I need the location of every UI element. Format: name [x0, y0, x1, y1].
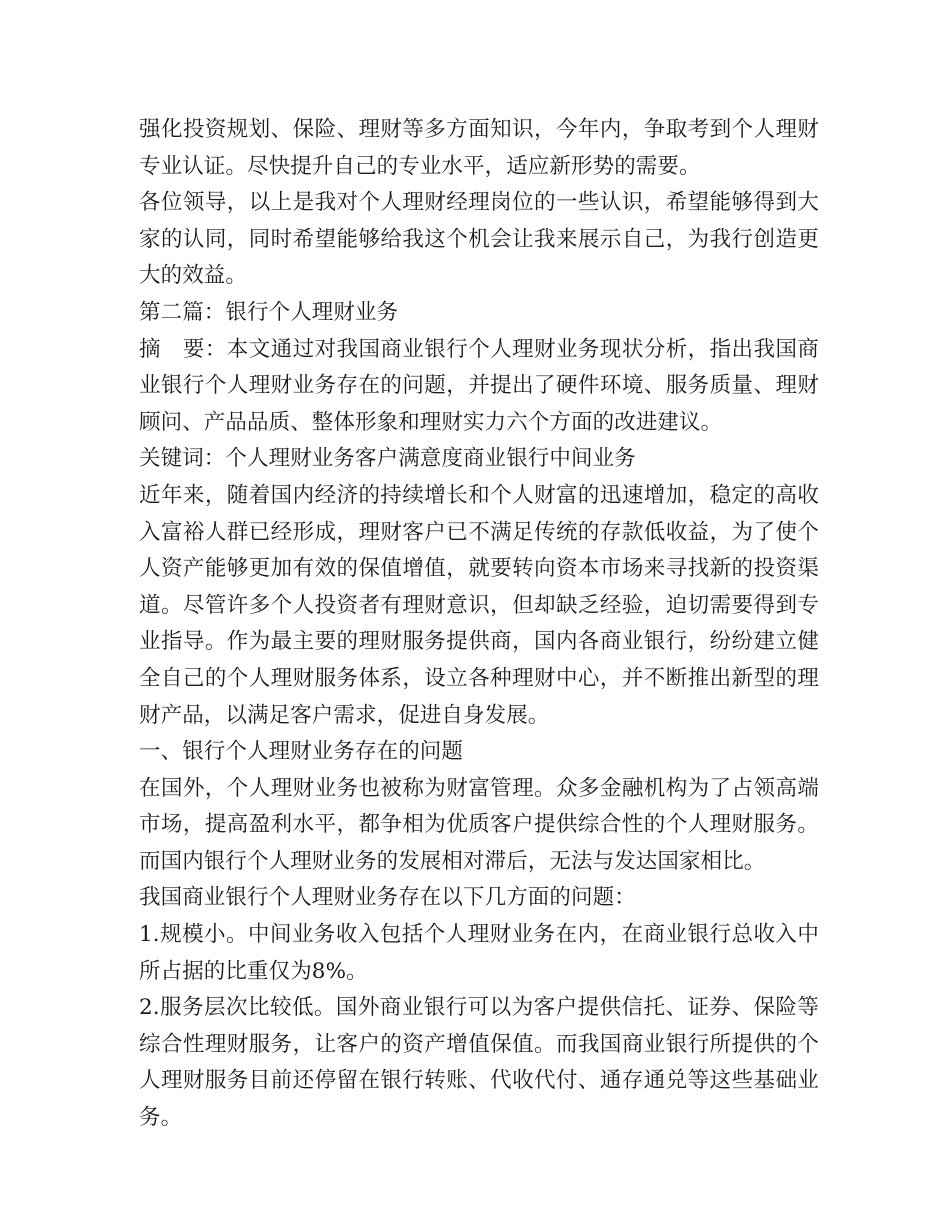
section-heading-part-two: 第二篇：银行个人理财业务 — [139, 299, 399, 325]
list-item-small-scale: 1.规模小。中间业务收入包括个人理财业务在内，在商业银行总收入中所占据的比重仅为8%。 — [139, 922, 819, 984]
document-body — [139, 112, 819, 1137]
paragraph-knowledge-plan: 强化投资规划、保险、理财等多方面知识，今年内，争取考到个人理财专业认证。尽快提升自己的专业水平，适应新形势的需要。 — [139, 117, 819, 179]
paragraph-foreign-context: 在国外，个人理财业务也被称为财富管理。众多金融机构为了占领高端市场，提高盈利水平，都争相为优质客户提供综合性的个人理财服务。而国内银行个人理财业务的发展相对滞后，无法与发达国家相比。 — [139, 775, 819, 874]
paragraph-problems-intro: 我国商业银行个人理财业务存在以下几方面的问题： — [139, 885, 636, 911]
paragraph-abstract: 摘 要：本文通过对我国商业银行个人理财业务现状分析，指出我国商业银行个人理财业务存在的问题，并提出了硬件环境、服务质量、理财顾问、产品品质、整体形象和理财实力六个方面的改进建议。 — [139, 336, 819, 435]
paragraph-introduction: 近年来，随着国内经济的持续增长和个人财富的迅速增加，稳定的高收入富裕人群已经形成，理财客户已不满足传统的存款低收益，为了使个人资产能够更加有效的保值增值，就要转向资本市场来寻找新的投资渠道。尽管许多个人投资者有理财意识，但却缺乏经验，迫切需要得到专业指导。作为最主要的理财服务提供商，国内各商业银行，纷纷建立健全自己的个人理财服务体系，设立各种理财中心，并不断推出新型的理财产品，以满足客户需求，促进自身发展。 — [139, 482, 819, 728]
paragraph-closing-remarks: 各位领导，以上是我对个人理财经理岗位的一些认识，希望能够得到大家的认同，同时希望能够给我这个机会让我来展示自己，为我行创造更大的效益。 — [139, 190, 819, 289]
section-heading-problems: 一、银行个人理财业务存在的问题 — [139, 739, 464, 765]
list-item-low-service-level: 2.服务层次比较低。国外商业银行可以为客户提供信托、证券、保险等综合性理财服务，让客户的资产增值保值。而我国商业银行所提供的个人理财服务目前还停留在银行转账、代收代付、通存通兑等这些基础业务。 — [139, 995, 819, 1131]
paragraph-keywords: 关键词：个人理财业务客户满意度商业银行中间业务 — [139, 446, 636, 472]
